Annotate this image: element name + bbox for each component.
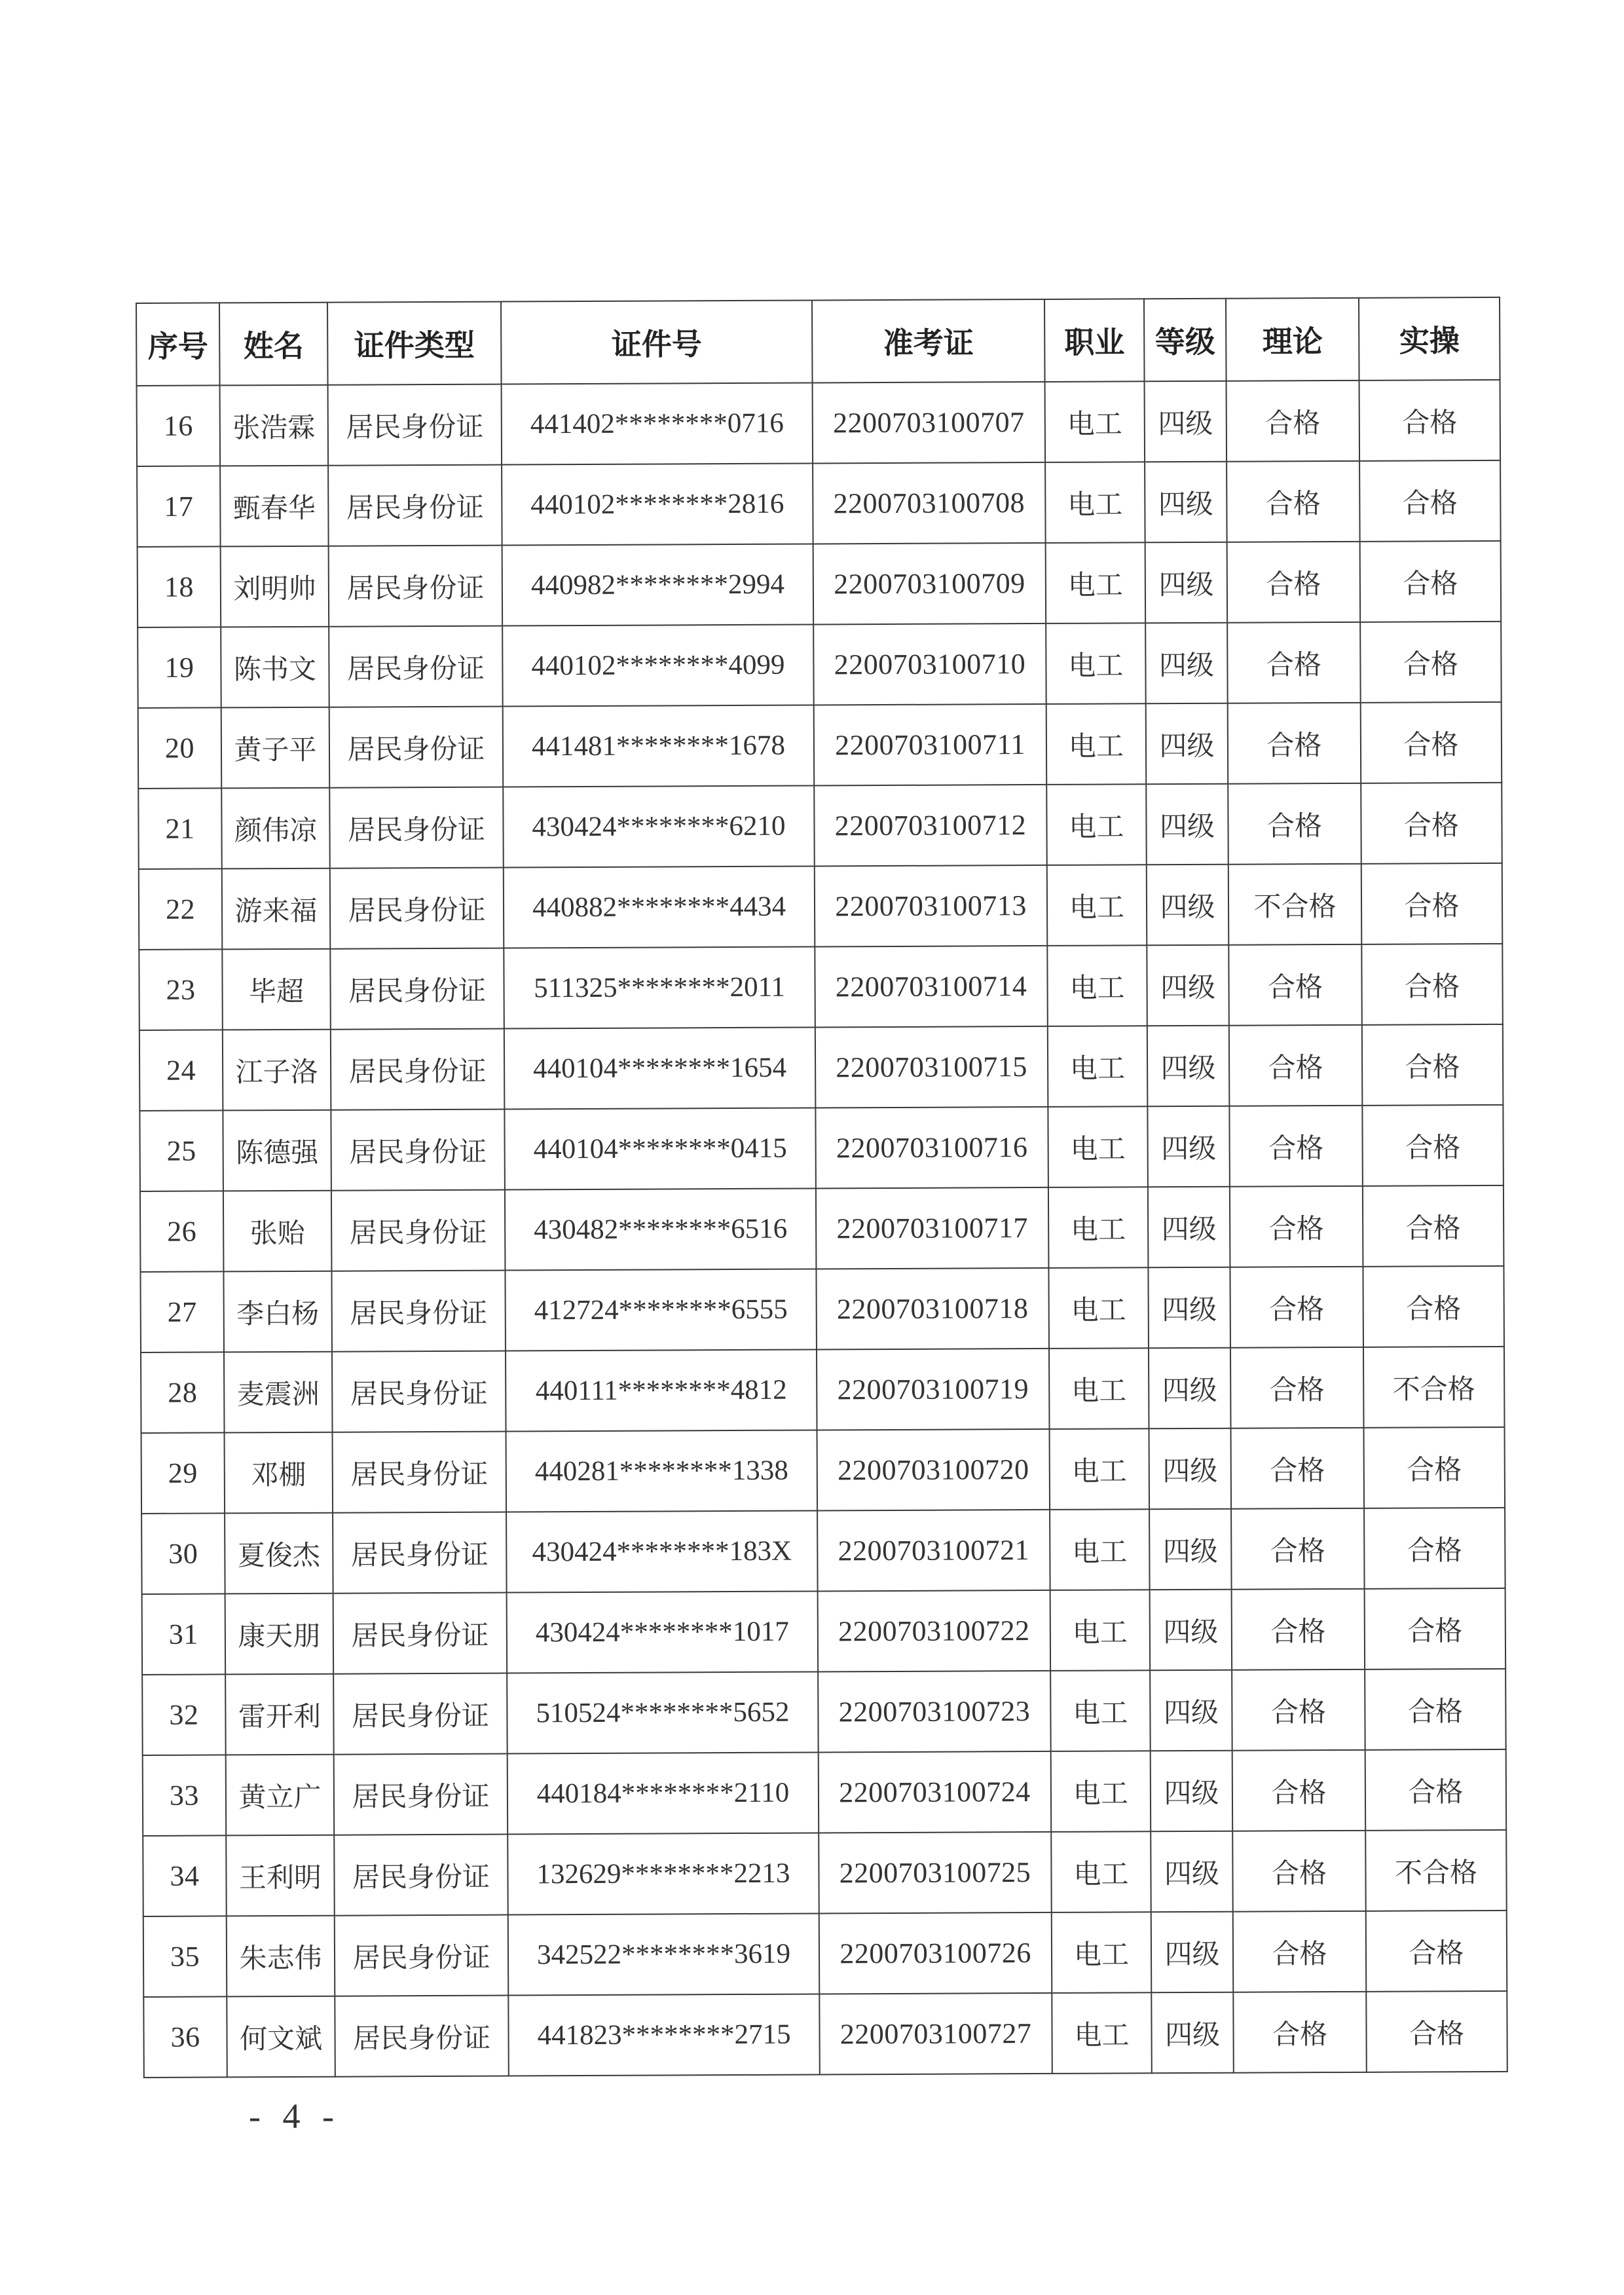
table-row <box>138 783 1502 869</box>
cell-id-type: 居民身份证 <box>333 1432 507 1513</box>
cell-occupation: 电工 <box>1045 462 1145 543</box>
cell-id-type: 居民身份证 <box>328 465 502 546</box>
cell-serial: 33 <box>143 1755 227 1836</box>
cell-practice-result: 合格 <box>1366 1991 1507 2072</box>
table-row <box>138 541 1502 627</box>
cell-id-type: 居民身份证 <box>328 384 502 466</box>
cell-serial: 24 <box>139 1030 223 1111</box>
cell-admission-ticket: 2200703100727 <box>819 1993 1052 2075</box>
cell-name: 陈德强 <box>223 1110 331 1191</box>
cell-occupation: 电工 <box>1048 1026 1148 1107</box>
cell-level: 四级 <box>1147 1026 1230 1107</box>
cell-level: 四级 <box>1151 1992 1234 2074</box>
header-id-type: 证件类型 <box>327 302 502 385</box>
cell-occupation: 电工 <box>1050 1670 1151 1751</box>
cell-id-number: 430424********1017 <box>507 1591 819 1673</box>
cell-admission-ticket: 2200703100722 <box>818 1590 1051 1672</box>
table-row <box>143 1991 1507 2078</box>
cell-occupation: 电工 <box>1051 1751 1151 1832</box>
cell-practice-result: 合格 <box>1361 944 1503 1025</box>
cell-theory-result: 合格 <box>1227 381 1360 462</box>
cell-serial: 27 <box>140 1271 224 1353</box>
cell-id-type: 居民身份证 <box>333 1593 507 1674</box>
cell-id-type: 居民身份证 <box>335 1915 509 1996</box>
table-row <box>141 1347 1505 1433</box>
cell-serial: 19 <box>138 627 221 708</box>
cell-id-type: 居民身份证 <box>331 1110 505 1191</box>
cell-id-type: 居民身份证 <box>333 1673 507 1755</box>
cell-admission-ticket: 2200703100709 <box>813 543 1046 625</box>
cell-id-number: 440102********2816 <box>502 463 813 545</box>
cell-admission-ticket: 2200703100716 <box>815 1107 1048 1189</box>
cell-practice-result: 合格 <box>1365 1749 1507 1831</box>
cell-level: 四级 <box>1145 623 1228 704</box>
header-admission-ticket: 准考证 <box>812 299 1045 383</box>
cell-serial: 30 <box>141 1513 225 1594</box>
cell-occupation: 电工 <box>1045 381 1145 462</box>
cell-level: 四级 <box>1151 1831 1233 1912</box>
cell-occupation: 电工 <box>1046 784 1147 865</box>
cell-name: 王利明 <box>226 1835 335 1916</box>
cell-theory-result: 合格 <box>1228 944 1362 1026</box>
cell-name: 麦震洲 <box>224 1352 333 1433</box>
cell-practice-result: 合格 <box>1363 1266 1504 1347</box>
table-row <box>141 1427 1505 1514</box>
cell-name: 黄子平 <box>221 707 330 789</box>
cell-name: 黄立广 <box>226 1755 335 1836</box>
cell-name: 李白杨 <box>223 1271 332 1353</box>
cell-serial: 35 <box>143 1916 227 1997</box>
cell-admission-ticket: 2200703100715 <box>815 1026 1048 1108</box>
cell-theory-result: 合格 <box>1232 1670 1365 1751</box>
cell-id-number: 412724********6555 <box>505 1269 817 1351</box>
table-row <box>138 702 1502 789</box>
cell-id-type: 居民身份证 <box>330 948 504 1030</box>
cell-level: 四级 <box>1145 542 1228 624</box>
table-row <box>137 460 1501 547</box>
header-occupation: 职业 <box>1044 299 1145 382</box>
cell-id-number: 430482********6516 <box>505 1188 817 1270</box>
cell-occupation: 电工 <box>1052 1912 1152 1993</box>
cell-level: 四级 <box>1147 865 1229 946</box>
table-row <box>142 1669 1506 1755</box>
cell-serial: 17 <box>137 466 221 547</box>
cell-id-number: 440982********2994 <box>502 544 814 625</box>
cell-serial: 31 <box>142 1594 226 1675</box>
cell-id-type: 居民身份证 <box>329 546 503 627</box>
cell-serial: 34 <box>143 1835 227 1916</box>
cell-name: 毕超 <box>222 949 331 1030</box>
cell-admission-ticket: 2200703100719 <box>817 1349 1050 1430</box>
cell-theory-result: 合格 <box>1230 1186 1363 1267</box>
cell-name: 刘明帅 <box>221 546 329 627</box>
cell-theory-result: 合格 <box>1229 1106 1363 1187</box>
cell-level: 四级 <box>1147 945 1229 1026</box>
cell-practice-result: 合格 <box>1366 1911 1507 1992</box>
cell-occupation: 电工 <box>1048 1106 1148 1187</box>
cell-name: 邓棚 <box>225 1432 333 1514</box>
cell-admission-ticket: 2200703100710 <box>813 624 1046 705</box>
cell-occupation: 电工 <box>1050 1428 1150 1510</box>
cell-theory-result: 合格 <box>1232 1831 1366 1912</box>
cell-id-number: 440184********2110 <box>507 1752 819 1834</box>
cell-theory-result: 合格 <box>1231 1428 1365 1509</box>
cell-theory-result: 合格 <box>1227 622 1361 703</box>
cell-admission-ticket: 2200703100725 <box>819 1832 1052 1914</box>
cell-level: 四级 <box>1149 1428 1232 1510</box>
cell-serial: 18 <box>138 546 221 627</box>
cell-serial: 16 <box>137 385 221 466</box>
header-theory: 理论 <box>1226 298 1359 381</box>
cell-level: 四级 <box>1150 1670 1232 1751</box>
cell-id-number: 342522********3619 <box>508 1913 820 1995</box>
table-row <box>140 1185 1504 1272</box>
cell-practice-result: 合格 <box>1360 541 1502 622</box>
cell-admission-ticket: 2200703100711 <box>814 704 1047 786</box>
cell-occupation: 电工 <box>1046 542 1146 624</box>
cell-id-type: 居民身份证 <box>330 868 504 949</box>
cell-admission-ticket: 2200703100718 <box>816 1268 1049 1350</box>
cell-serial: 21 <box>138 788 222 869</box>
cell-id-number: 440104********0415 <box>504 1108 816 1189</box>
cell-admission-ticket: 2200703100726 <box>819 1912 1052 1994</box>
cell-theory-result: 合格 <box>1233 1911 1367 1992</box>
table-body <box>137 380 1507 2078</box>
cell-theory-result: 合格 <box>1228 783 1361 865</box>
cell-serial: 29 <box>141 1432 225 1514</box>
cell-id-type: 居民身份证 <box>334 1835 508 1916</box>
cell-serial: 36 <box>143 1996 227 2078</box>
cell-occupation: 电工 <box>1046 623 1146 704</box>
cell-id-number: 440102********4099 <box>502 624 814 706</box>
cell-admission-ticket: 2200703100714 <box>815 946 1048 1028</box>
cell-occupation: 电工 <box>1050 1590 1151 1671</box>
cell-theory-result: 合格 <box>1227 461 1360 542</box>
cell-id-number: 430424********6210 <box>503 785 815 867</box>
cell-occupation: 电工 <box>1052 1992 1152 2074</box>
cell-theory-result: 合格 <box>1232 1589 1365 1670</box>
cell-practice-result: 合格 <box>1362 1105 1504 1186</box>
cell-theory-result: 合格 <box>1228 703 1361 784</box>
cell-theory-result: 合格 <box>1232 1750 1366 1831</box>
cell-id-number: 440104********1654 <box>504 1027 816 1109</box>
cell-serial: 22 <box>139 868 223 950</box>
cell-serial: 25 <box>139 1110 223 1191</box>
cell-level: 四级 <box>1151 1751 1233 1832</box>
cell-id-number: 430424********183X <box>506 1510 818 1592</box>
cell-id-type: 居民身份证 <box>329 787 504 868</box>
cell-theory-result: 合格 <box>1233 1992 1367 2073</box>
page-number: - 4 - <box>249 2097 341 2136</box>
cell-practice-result: 合格 <box>1365 1669 1506 1750</box>
cell-id-number: 440281********1338 <box>506 1430 818 1512</box>
cell-id-type: 居民身份证 <box>332 1351 506 1432</box>
cell-serial: 32 <box>142 1674 226 1755</box>
cell-admission-ticket: 2200703100707 <box>813 382 1046 464</box>
cell-practice-result: 合格 <box>1364 1427 1505 1508</box>
table-row <box>137 380 1501 466</box>
cell-admission-ticket: 2200703100717 <box>816 1187 1049 1269</box>
cell-occupation: 电工 <box>1048 1187 1149 1268</box>
cell-name: 夏俊杰 <box>225 1513 333 1594</box>
cell-serial: 23 <box>139 949 223 1030</box>
table-row <box>140 1266 1504 1353</box>
cell-level: 四级 <box>1145 381 1227 462</box>
table-row <box>139 944 1503 1030</box>
table-row <box>143 1911 1507 1997</box>
cell-admission-ticket: 2200703100720 <box>817 1429 1050 1511</box>
cell-admission-ticket: 2200703100723 <box>818 1671 1051 1753</box>
cell-theory-result: 合格 <box>1230 1347 1364 1428</box>
cell-id-type: 居民身份证 <box>331 1029 505 1110</box>
cell-serial: 28 <box>141 1352 225 1433</box>
cell-id-number: 440111********4812 <box>506 1349 817 1431</box>
cell-id-number: 132629********2213 <box>507 1833 819 1914</box>
cell-name: 何文斌 <box>227 1996 335 2078</box>
cell-practice-result: 合格 <box>1361 863 1503 944</box>
header-level: 等级 <box>1144 299 1227 382</box>
table-row <box>139 1024 1504 1111</box>
table-row <box>143 1830 1507 1916</box>
cell-id-number: 511325********2011 <box>504 946 815 1028</box>
cell-admission-ticket: 2200703100712 <box>814 785 1047 867</box>
cell-practice-result: 合格 <box>1365 1588 1506 1670</box>
cell-level: 四级 <box>1146 784 1228 865</box>
cell-theory-result: 合格 <box>1231 1508 1365 1590</box>
cell-admission-ticket: 2200703100708 <box>813 462 1046 544</box>
table-row <box>142 1588 1506 1675</box>
cell-id-type: 居民身份证 <box>333 1512 507 1594</box>
cell-occupation: 电工 <box>1049 1348 1149 1429</box>
cell-name: 张浩霖 <box>220 385 329 466</box>
cell-id-type: 居民身份证 <box>331 1190 506 1271</box>
cell-occupation: 电工 <box>1047 945 1147 1026</box>
cell-level: 四级 <box>1149 1509 1232 1590</box>
cell-practice-result: 不合格 <box>1365 1830 1507 1911</box>
cell-level: 四级 <box>1147 1106 1230 1187</box>
cell-occupation: 电工 <box>1051 1831 1151 1912</box>
cell-practice-result: 合格 <box>1362 1024 1504 1106</box>
cell-serial: 26 <box>140 1191 224 1272</box>
cell-serial: 20 <box>138 707 222 789</box>
cell-id-number: 441823********2715 <box>508 1994 820 2076</box>
cell-name: 游来福 <box>222 868 331 950</box>
cell-name: 康天朋 <box>225 1594 334 1675</box>
header-id-number: 证件号 <box>501 300 813 384</box>
cell-name: 雷开利 <box>225 1674 334 1755</box>
cell-id-type: 居民身份证 <box>335 1996 509 2077</box>
cell-id-type: 居民身份证 <box>329 707 504 788</box>
cell-id-type: 居民身份证 <box>331 1271 506 1352</box>
cell-name: 张贻 <box>223 1191 332 1272</box>
cell-name: 陈书文 <box>221 627 329 708</box>
cell-level: 四级 <box>1149 1348 1231 1429</box>
cell-theory-result: 合格 <box>1229 1025 1363 1106</box>
cell-practice-result: 不合格 <box>1363 1347 1505 1428</box>
cell-id-number: 510524********5652 <box>507 1671 819 1753</box>
cell-practice-result: 合格 <box>1364 1508 1505 1589</box>
cell-admission-ticket: 2200703100724 <box>819 1751 1052 1833</box>
cell-practice-result: 合格 <box>1363 1185 1504 1267</box>
cell-occupation: 电工 <box>1048 1267 1149 1349</box>
results-table <box>136 297 1508 2078</box>
cell-theory-result: 合格 <box>1227 542 1361 623</box>
header-practice: 实操 <box>1359 297 1500 381</box>
cell-practice-result: 合格 <box>1359 380 1501 461</box>
cell-level: 四级 <box>1150 1590 1232 1671</box>
cell-level: 四级 <box>1148 1267 1230 1349</box>
cell-name: 颜伟凉 <box>221 788 330 869</box>
header-name: 姓名 <box>219 303 328 386</box>
cell-name: 甄春华 <box>220 466 329 547</box>
cell-id-number: 440882********4434 <box>504 866 815 948</box>
cell-theory-result: 合格 <box>1230 1267 1363 1348</box>
cell-level: 四级 <box>1146 703 1228 785</box>
cell-id-type: 居民身份证 <box>329 626 503 707</box>
cell-theory-result: 不合格 <box>1228 864 1362 945</box>
cell-name: 江子洛 <box>223 1030 331 1111</box>
table-row <box>141 1508 1505 1594</box>
cell-id-type: 居民身份证 <box>334 1754 508 1835</box>
cell-practice-result: 合格 <box>1361 702 1502 783</box>
cell-occupation: 电工 <box>1050 1509 1150 1590</box>
cell-practice-result: 合格 <box>1361 783 1502 864</box>
cell-id-number: 441481********1678 <box>503 705 815 787</box>
table-row <box>143 1749 1507 1836</box>
table-header-row <box>136 297 1500 386</box>
cell-practice-result: 合格 <box>1359 460 1501 542</box>
cell-admission-ticket: 2200703100721 <box>817 1510 1050 1592</box>
cell-admission-ticket: 2200703100713 <box>815 865 1048 947</box>
cell-practice-result: 合格 <box>1360 622 1502 703</box>
cell-occupation: 电工 <box>1046 703 1147 785</box>
table-row <box>139 863 1503 950</box>
cell-level: 四级 <box>1148 1187 1230 1268</box>
table-row <box>139 1105 1504 1191</box>
cell-name: 朱志伟 <box>227 1916 335 1997</box>
table-row <box>138 622 1502 708</box>
cell-id-number: 441402********0716 <box>502 382 813 464</box>
cell-occupation: 电工 <box>1047 865 1147 946</box>
cell-level: 四级 <box>1145 462 1227 543</box>
cell-level: 四级 <box>1151 1912 1234 1993</box>
header-serial: 序号 <box>136 303 220 386</box>
